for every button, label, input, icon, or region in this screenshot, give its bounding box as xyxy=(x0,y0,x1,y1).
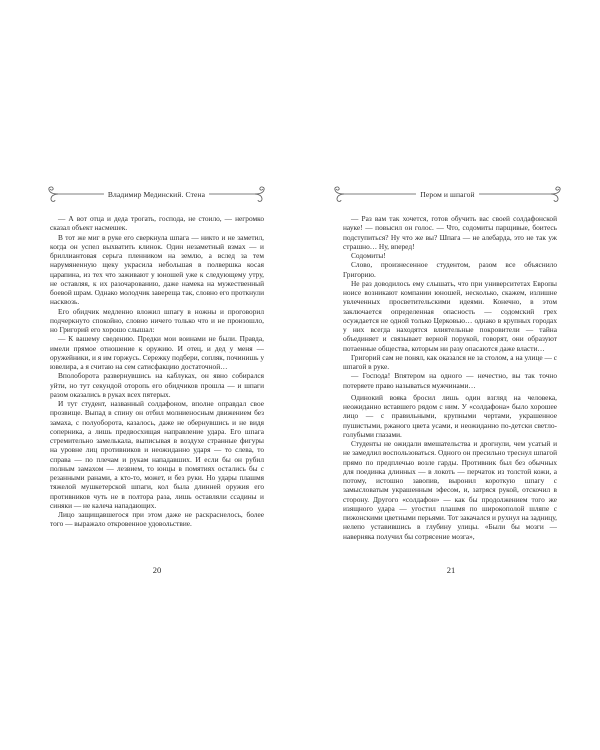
paragraph: Вполоборота развернувшись на каблуках, он явно собирался уйти, но тут секундой оторопь его обидчиков прошла — и шпаги разом оказались в руках всех пятерых. xyxy=(50,371,264,399)
paragraph: Одинокий вояка бросил лишь один взгляд на человека, неожиданно вставшего рядом с ним. У «солдафона» было хорошее лицо — с правильными, крупными чертами, украшенное пушистыми, ржаного цвета усами, и неожиданно по-детски светло-голубыми глазами. xyxy=(343,392,557,439)
paragraph: — Господа! Впятером на одного — нечестно, вы так точно потеряете право называться мужчинами… xyxy=(343,371,557,390)
running-head-right xyxy=(330,183,565,205)
running-head-left xyxy=(44,183,269,205)
paragraph: И тут студент, названный солдафоном, вполне оправдал свое прозвище. Выпад в спину он отбил молниеносным движением без замаха, с полуоборота, казалось, даже не обернувшись и не видя соперника, а лишь предвосхищая направление удара. Его шпага стремительно замелькала, выписывая в воздухе странные фигуры на уровне лиц противников и неожиданно ударя — то слева, то справа — по плечам и рукам нападавших. И если бы он рубил полным замахом — лезвием, то юнцы в помятиях остались бы с резанными ранами, а кто-то, может, и без руки. Но удары плашмя тяжелой мушкетерской шпаги, кол была длинней оружия его противников чуть не в полтора раза, лишь оставляли ссадины и синяки — не калеча нападающих. xyxy=(50,399,264,510)
paragraph: — К вашему сведению. Предки мои воинами не были. Правда, имели прямое отношение к оружию. И отец, и дед у меня — оружейники, и я им горжусь. Сережку подбери, сопляк, починишь у ювелира, а я считаю на сем сатисфакцию достаточной… xyxy=(50,334,264,371)
paragraph: Содомиты! xyxy=(351,251,386,260)
paragraph: В тот же миг в руке его сверкнула шпага — никто и не заметил, когда он успел выхватить клинок. Один незаметный взмах — и бриллиантовая серьга пленником на землю, а вслед за тем нарумяненную щеку украсила небольшая в полвершка косая царапина, из тех что заживают у юношей уже к следующему утру, не оставляя, к их разочарованию, даже намека на мужественный боевой шрам. Однако молодчик завереща так, словно его проткнули насквозь. xyxy=(50,232,264,307)
right-body-text xyxy=(343,214,557,541)
page-number: 20 xyxy=(152,565,162,575)
running-head-title: Владимир Мединский. Стена xyxy=(104,190,209,199)
paragraph: Студенты не ожидали вмешательства и дрогнули, чем усатый и не замедлил воспользоваться. Одного он пресильно треснул шпагой прямо по предплечью возле гарды. Противник был без обычных для поединка длинных — в локоть — перчаток из толстой кожи, а потому, истошно завопив, выронил короткую шпагу с замысловатым украшенным эфесом, и, затряся рукой, отскочил в сторону. Другого «солдафон» — как бы продолжением того же изящного удара — угостил плашмя по широкополой шляпе с пижонскими цветными перьями. Тот закачался и рухнул на задницу, нелепо уставившись в глубину улицы. «Были бы мозги — наверняка получил бы сотрясение мозга», xyxy=(343,439,557,541)
paragraph: Григорий сам не понял, как оказался не за столом, а на улице — с шпагой в руке. xyxy=(343,352,557,371)
paragraph: — А вот отца и деда трогать, господа, не стоило, — негромко сказал объект насмешек. xyxy=(50,214,264,233)
page-number: 21 xyxy=(446,565,456,575)
paragraph: — Раз вам так хочется, готов обучить вас своей солдафонской науке! — повысил он голос. — Что, содомиты парщивые, боитесь подступиться? Ну что же вы? Шпага — не алебарда, это не так уж страшно… Ну, вперед! xyxy=(343,214,557,251)
paragraph: Его обидчик медленно вложил шпагу в ножны и проговорил подчеркнуто спокойно, словно ничего только что и не произошло, но Григорий его хорошо слышал: xyxy=(50,306,264,334)
paragraph: Лицо защищавшегося при этом даже не раскраснелось, более того — выражало откровенное удовольствие. xyxy=(50,510,264,529)
right-page xyxy=(300,0,600,750)
paragraph: Слово, произнесенное студентом, разом все объяснило Григорию. xyxy=(343,260,557,279)
running-head-title: Пером и шпагой xyxy=(416,190,478,199)
paragraph: Не раз доводилось ему слышать, что при университетах Европы ноисе возникают компании юношей, несколько, скажем, излишне увлеченных просветительскими идеями. Конечно, в этом заключается определенная опасность — содомский грех осуждается не одной только Церковью… однако в крупных городах у них всегда находятся влиятельные покровители — тайна объединяет и связывает верной порукой, говорят, они образуют потаенные общества, которым ни разу опасаются даже власти… xyxy=(343,278,557,353)
left-body-text xyxy=(50,214,264,529)
